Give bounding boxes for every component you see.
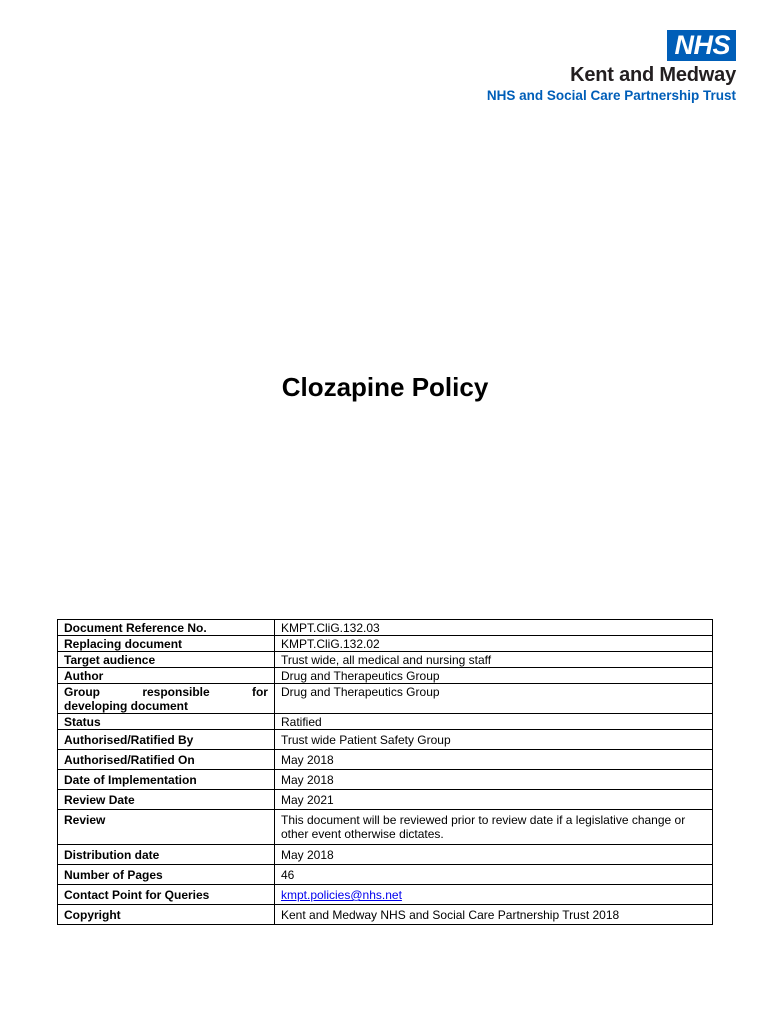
table-row bbox=[58, 790, 713, 810]
row-value: Kent and Medway NHS and Social Care Partnership Trust 2018 bbox=[275, 905, 713, 925]
nhs-logo bbox=[487, 30, 736, 105]
table-row bbox=[58, 865, 713, 885]
table-row bbox=[58, 714, 713, 730]
row-label: Review bbox=[58, 810, 275, 845]
label-word: for bbox=[251, 685, 268, 699]
org-subtitle: NHS and Social Care Partnership Trust bbox=[486, 88, 736, 103]
row-label: Status bbox=[58, 714, 275, 730]
label-line-1 bbox=[64, 685, 268, 699]
table-row bbox=[58, 905, 713, 925]
row-value: May 2018 bbox=[275, 845, 713, 865]
table-row bbox=[58, 885, 713, 905]
row-value: This document will be reviewed prior to review date if a legislative change or other event otherwise dictates. bbox=[275, 810, 713, 845]
row-label: Author bbox=[58, 668, 275, 684]
row-label: Copyright bbox=[58, 905, 275, 925]
row-label: Document Reference No. bbox=[58, 620, 275, 636]
row-value: Drug and Therapeutics Group bbox=[275, 668, 713, 684]
row-label: Authorised/Ratified On bbox=[58, 750, 275, 770]
row-value: Drug and Therapeutics Group bbox=[275, 684, 713, 714]
org-name: Kent and Medway bbox=[570, 64, 736, 86]
row-value: May 2018 bbox=[275, 770, 713, 790]
document-title: Clozapine Policy bbox=[281, 372, 489, 402]
label-line-2: developing document bbox=[64, 699, 189, 713]
table-row bbox=[58, 684, 713, 714]
row-label bbox=[58, 684, 275, 714]
row-value: May 2018 bbox=[275, 750, 713, 770]
row-value: Ratified bbox=[275, 714, 713, 730]
row-label: Target audience bbox=[58, 652, 275, 668]
row-value bbox=[275, 885, 713, 905]
table-row bbox=[58, 750, 713, 770]
contact-email-link[interactable]: kmpt.policies@nhs.net bbox=[281, 888, 402, 902]
row-label: Distribution date bbox=[58, 845, 275, 865]
table-row bbox=[58, 652, 713, 668]
row-label: Number of Pages bbox=[58, 865, 275, 885]
table-row bbox=[58, 620, 713, 636]
table-row bbox=[58, 668, 713, 684]
row-label: Contact Point for Queries bbox=[58, 885, 275, 905]
table-row bbox=[58, 636, 713, 652]
table-row bbox=[58, 770, 713, 790]
row-value: KMPT.CliG.132.02 bbox=[275, 636, 713, 652]
document-info-table bbox=[57, 619, 713, 925]
row-value: Trust wide, all medical and nursing staff bbox=[275, 652, 713, 668]
row-label: Authorised/Ratified By bbox=[58, 730, 275, 750]
label-word: Group bbox=[64, 685, 100, 699]
table-row bbox=[58, 810, 713, 845]
row-value: 46 bbox=[275, 865, 713, 885]
row-value: May 2021 bbox=[275, 790, 713, 810]
nhs-badge: NHS bbox=[667, 30, 736, 61]
row-value: KMPT.CliG.132.03 bbox=[275, 620, 713, 636]
row-label: Review Date bbox=[58, 790, 275, 810]
row-label: Replacing document bbox=[58, 636, 275, 652]
row-label: Date of Implementation bbox=[58, 770, 275, 790]
table-row bbox=[58, 845, 713, 865]
table-row bbox=[58, 730, 713, 750]
label-word: responsible bbox=[142, 685, 210, 699]
row-value: Trust wide Patient Safety Group bbox=[275, 730, 713, 750]
